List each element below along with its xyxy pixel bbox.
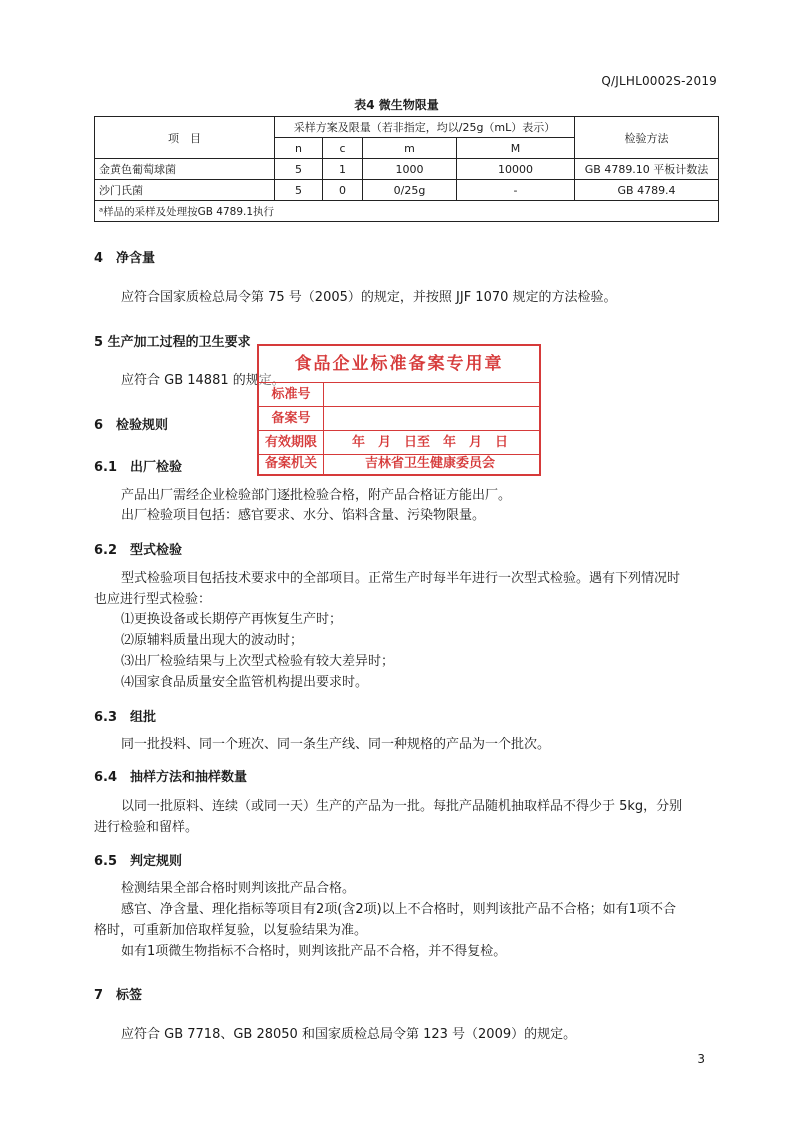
stamp-row (259, 383, 539, 407)
sub-header-c: c (323, 138, 363, 159)
sub-header-n: n (275, 138, 323, 159)
stamp-value (325, 383, 535, 406)
section-6-heading: 6 检验规则 (94, 418, 169, 433)
document-number: Q/JLHL0002S-2019 (601, 74, 717, 88)
cell-c: 1 (323, 159, 363, 180)
sub-header-M: M (457, 138, 575, 159)
section-6-4-heading: 6.4 抽样方法和抽样数量 (94, 770, 248, 785)
sub-header-m: m (363, 138, 457, 159)
list-item: ⑷国家食品质量安全监管机构提出要求时。 (121, 675, 369, 690)
cell-method: GB 4789.10 平板计数法 (575, 159, 719, 180)
microbial-limits-table (94, 116, 719, 222)
section-4-heading: 4 净含量 (94, 251, 156, 266)
section-7-heading: 7 标签 (94, 988, 143, 1003)
page-number: 3 (697, 1052, 705, 1066)
section-6-2-line2: 也应进行型式检验： (94, 592, 212, 607)
stamp-label: 备案机关 (259, 452, 324, 475)
section-5-text: 应符合 GB 14881 的规定。 (121, 373, 285, 388)
stamp-value: 年 月 日至 年 月 日 (351, 435, 508, 450)
cell-M: - (457, 180, 575, 201)
list-item: ⑴更换设备或长期停产再恢复生产时； (121, 612, 343, 627)
stamp-label: 备案号 (259, 407, 324, 430)
list-item: ⑶出厂检验结果与上次型式检验有较大差异时； (121, 654, 395, 669)
registration-stamp (257, 344, 541, 476)
section-6-4-line1: 以同一批原料、连续（或同一天）生产的产品为一批。每批产品随机抽取样品不得少于 5kg，分别 (121, 799, 683, 814)
cell-M: 10000 (457, 159, 575, 180)
col-header-item: 项 目 (95, 117, 275, 159)
section-6-3-heading: 6.3 组批 (94, 710, 157, 725)
section-6-1-line2: 出厂检验项目包括：感官要求、水分、馅料含量、污染物限量。 (121, 508, 486, 523)
section-6-4-line2: 进行检验和留样。 (94, 820, 199, 835)
cell-m: 1000 (363, 159, 457, 180)
list-item: ⑵原辅料质量出现大的波动时； (121, 633, 304, 648)
stamp-label: 有效期限 (259, 431, 324, 454)
cell-c: 0 (323, 180, 363, 201)
table-note: ᵃ样品的采样及处理按GB 4789.1执行 (95, 201, 719, 222)
stamp-title: 食品企业标准备案专用章 (259, 346, 539, 383)
cell-n: 5 (275, 180, 323, 201)
section-6-5-line4: 如有1项微生物指标不合格时，则判该批产品不合格，并不得复检。 (121, 944, 507, 959)
section-6-5-heading: 6.5 判定规则 (94, 854, 183, 869)
section-6-5-line1: 检测结果全部合格时则判该批产品合格。 (121, 881, 356, 896)
cell-n: 5 (275, 159, 323, 180)
col-header-method: 检验方法 (575, 117, 719, 159)
section-4-text: 应符合国家质检总局令第 75 号（2005）的规定，并按照 JJF 1070 规定的方法检验。 (121, 290, 617, 305)
section-6-5-line3: 格时，可重新加倍取样复验，以复验结果为准。 (94, 923, 368, 938)
section-6-2-heading: 6.2 型式检验 (94, 543, 183, 558)
section-6-2-line1: 型式检验项目包括技术要求中的全部项目。正常生产时每半年进行一次型式检验。遇有下列情况时 (121, 571, 681, 586)
table-row (95, 180, 719, 201)
section-7-text: 应符合 GB 7718、GB 28050 和国家质检总局令第 123 号（2009）的规定。 (121, 1027, 577, 1042)
section-6-1-line1: 产品出厂需经企业检验部门逐批检验合格，附产品合格证方能出厂。 (121, 488, 512, 503)
section-6-1-heading: 6.1 出厂检验 (94, 460, 183, 475)
section-6-5-line2: 感官、净含量、理化指标等项目有2项(含2项)以上不合格时，则判该批产品不合格；如有1项不合 (121, 902, 676, 917)
stamp-value (325, 407, 535, 430)
section-6-3-text: 同一批投料、同一个班次、同一条生产线、同一种规格的产品为一个批次。 (121, 737, 551, 752)
stamp-label: 标准号 (259, 383, 324, 406)
table-row (95, 159, 719, 180)
cell-method: GB 4789.4 (575, 180, 719, 201)
stamp-value: 吉林省卫生健康委员会 (364, 456, 495, 471)
table-title: 表4 微生物限量 (354, 98, 439, 112)
cell-item: 金黄色葡萄球菌 (95, 159, 275, 180)
stamp-row (259, 452, 539, 475)
stamp-row (259, 407, 539, 431)
cell-m: 0/25g (363, 180, 457, 201)
section-5-heading: 5 生产加工过程的卫生要求 (94, 335, 251, 350)
cell-item: 沙门氏菌 (95, 180, 275, 201)
col-header-sampling: 采样方案及限量（若非指定，均以/25g（mL）表示） (275, 117, 575, 138)
